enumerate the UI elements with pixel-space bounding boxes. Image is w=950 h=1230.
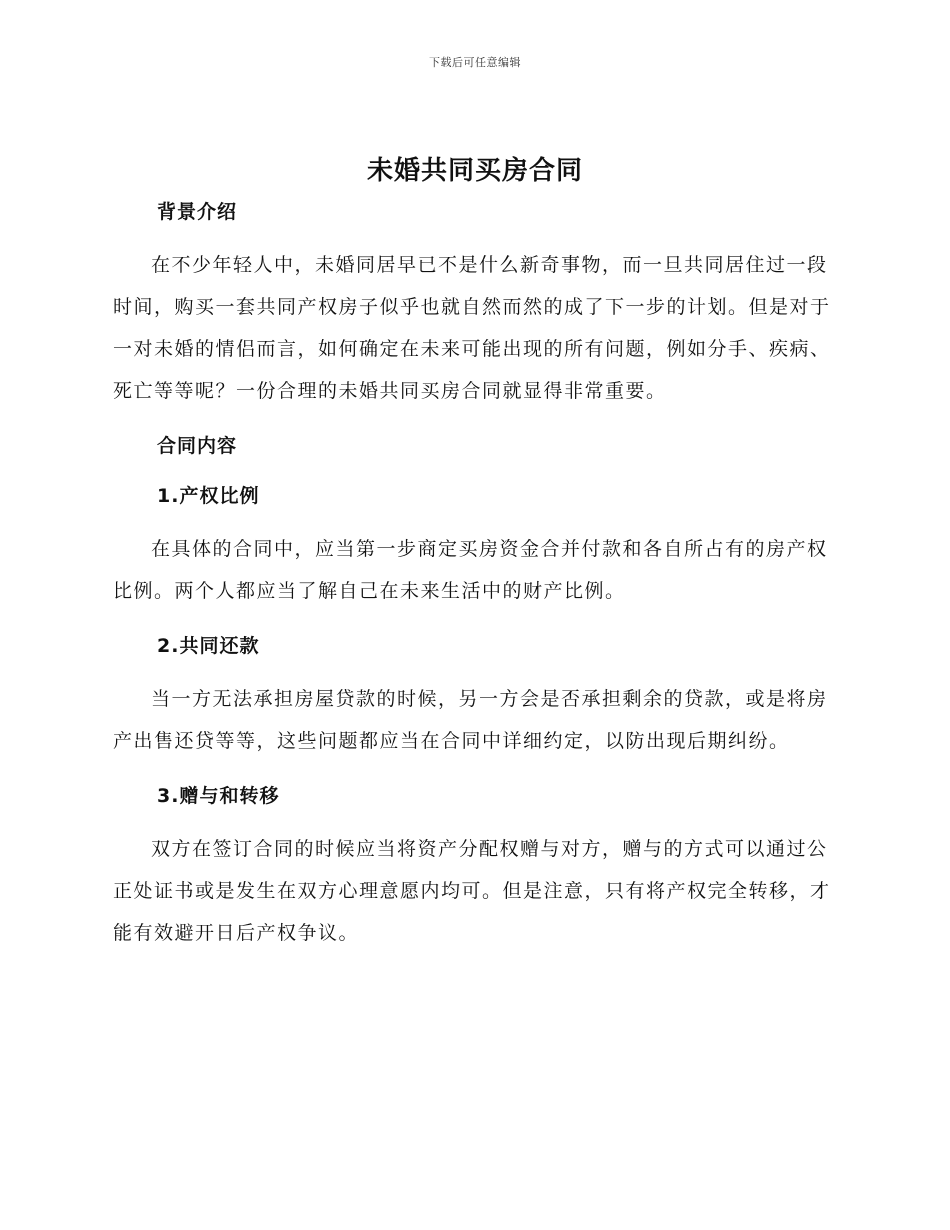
item3-paragraph: 双方在签订合同的时候应当将资产分配权赠与对方，赠与的方式可以通过公正处证书或是发生在双方心理意愿内均可。但是注意，只有将产权完全转移，才能有效避开日后产权争议。 [113,838,831,944]
document-body [113,196,833,954]
section-heading-contract: 合同内容 [157,435,238,457]
background-paragraph: 在不少年轻人中，未婚同居早已不是什么新奇事物，而一旦共同居住过一段时间，购买一套共同产权房子似乎也就自然而然的成了下一步的计划。但是对于一对未婚的情侣而言，如何确定在未来可能出现的所有问题，例如分手、疾病、死亡等等呢？一份合理的未婚共同买房合同就显得非常重要。 [113,254,831,402]
item1-paragraph: 在具体的合同中，应当第一步商定买房资金合并付款和各自所占有的房产权比例。两个人都应当了解自己在未来生活中的财产比例。 [113,538,828,602]
header-note: 下载后可任意编辑 [429,56,521,69]
document-title: 未婚共同买房合同 [366,156,583,186]
section-heading-item3: 3.赠与和转移 [157,785,280,807]
section-heading-item2: 2.共同还款 [157,635,260,657]
section-heading-background: 背景介绍 [157,201,238,223]
section-heading-item1: 1.产权比例 [157,485,260,507]
item2-paragraph: 当一方无法承担房屋贷款的时候，另一方会是否承担剩余的贷款，或是将房产出售还贷等等，这些问题都应当在合同中详细约定，以防出现后期纠纷。 [113,688,828,752]
